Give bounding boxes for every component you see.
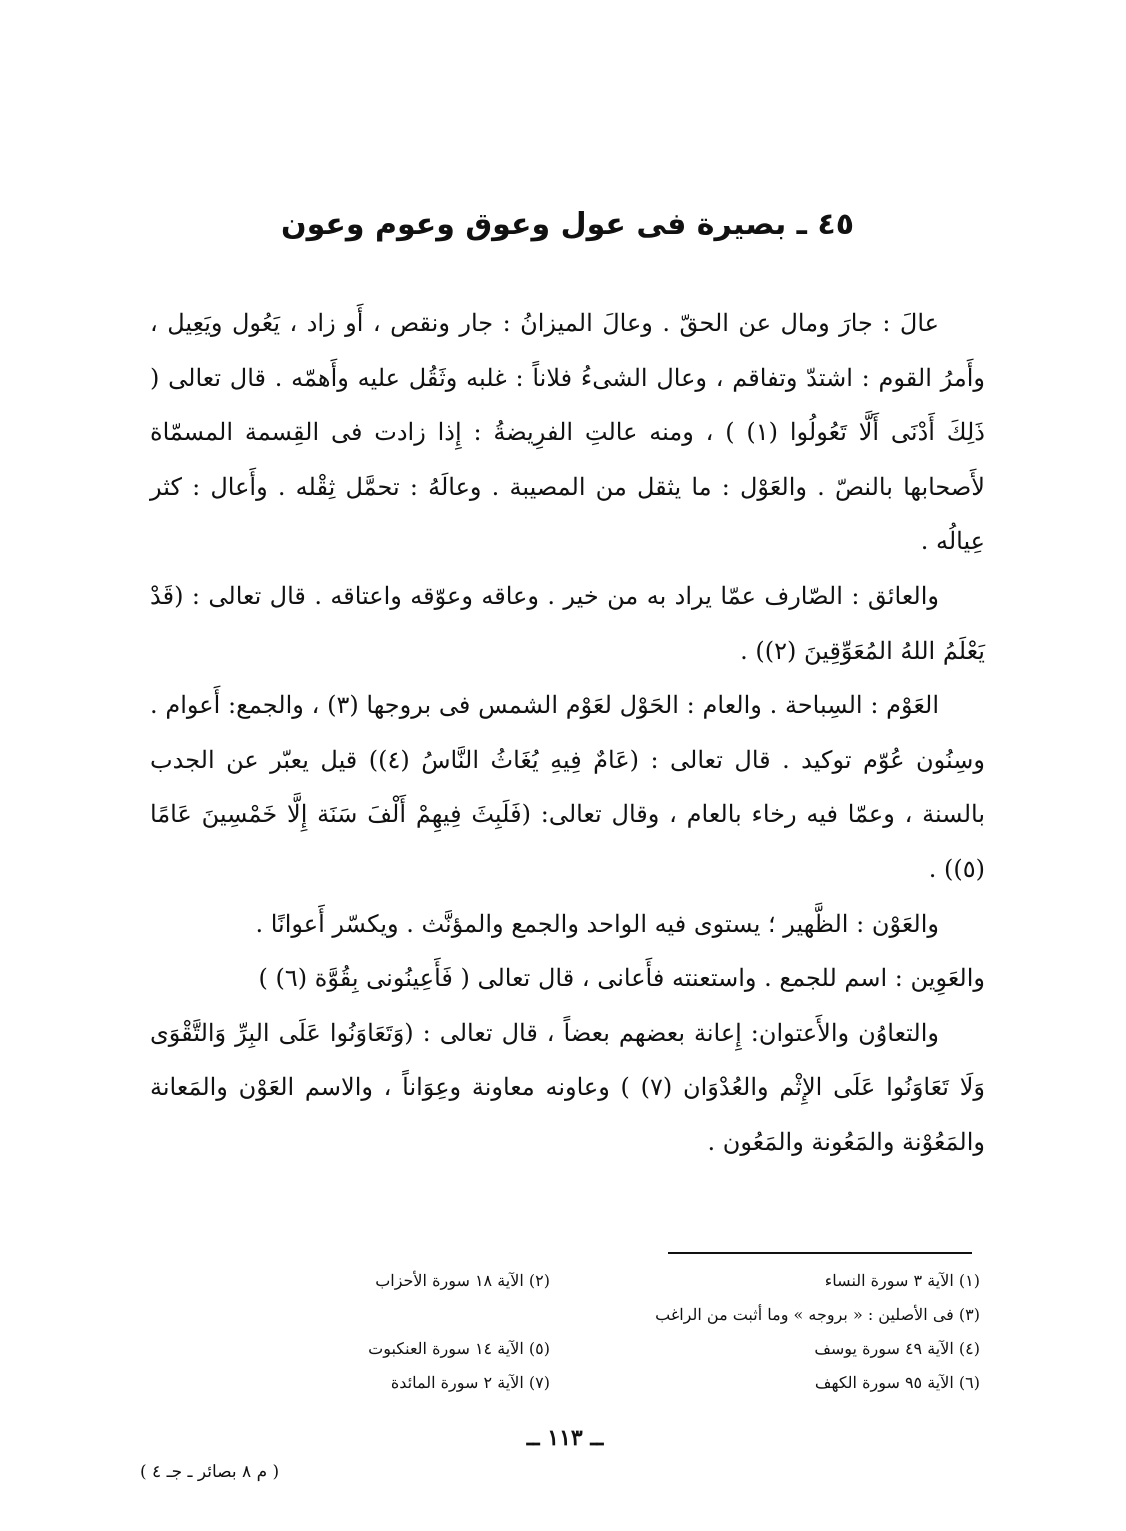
footnote-6: (٦) الآية ٩٥ سورة الكهف (814, 1373, 980, 1392)
chapter-title: ٤٥ ـ بصيرة فى عول وعوق وعوم وعون (280, 207, 855, 242)
footnote-2: (٢) الآية ١٨ سورة الأحزاب (375, 1271, 550, 1290)
footnote-row (270, 1366, 980, 1400)
footnote-row (270, 1332, 980, 1366)
footnote-row (270, 1298, 980, 1332)
footnote-row (270, 1264, 980, 1298)
footnote-4: (٤) الآية ٤٩ سورة يوسف (814, 1339, 980, 1358)
footnote-divider (668, 1252, 972, 1254)
paragraph-awl: عالَ : جارَ ومال عن الحقّ . وعالَ الميزانُ : جار ونقص ، أَو زاد ، يَعُول ويَعِيل ، وأَمرُ القوم : اشتدّ وتفاقم ، وعال الشىءُ فلاناً : غلبه وثَقُل عليه وأَهمّه . قال تعالى ( ذَلِكَ أَدْنَى أَلَّا تَعُولُوا (١) ) ، ومنه عالتِ الفرِيضةُ : إِذا زادت فى القِسمة المسمّاة لأَصحابها بالنصّ . والعَوْل : ما يثقل من المصيبة . وعالَهُ : تحمَّل ثِقْله . وأَعال : كثر عِيالُه . (150, 309, 985, 556)
footnote-1: (١) الآية ٣ سورة النساء (824, 1271, 980, 1290)
printer-signature: ( م ٨ بصائر ـ جـ ٤ ) (140, 1462, 280, 1482)
paragraph-awm: العَوْم : السِباحة . والعام : الحَوْل لعَوْم الشمس فى بروجها (٣) ، والجمع: أَعوام . وسِنُون عُوّم توكيد . قال تعالى : (عَامٌ فِيهِ يُغَاثُ النَّاسُ (٤)) قيل يعبّر عن الجدب بالسنة ، وعمّا فيه رخاء بالعام ، وقال تعالى: (فَلَبِثَ فِيهِمْ أَلْفَ سَنَة إِلَّا خَمْسِينَ عَامًا (٥)) . (150, 691, 985, 883)
paragraph-awq: والعائق : الصّارف عمّا يراد به من خير . وعاقه وعوّقه واعتاقه . قال تعالى : (قَدْ يَعْلَمُ اللهُ المُعَوِّقِينَ (٢)) . (150, 581, 985, 665)
footnote-3: (٣) فى الأصلين : « بروجه » وما أثبت من الراغب (655, 1305, 980, 1324)
footnote-7: (٧) الآية ٢ سورة المائدة (390, 1373, 550, 1392)
paragraph-awn: والعَوْن : الظَّهير ؛ يستوى فيه الواحد والجمع والمؤنَّث . ويكسّر أَعوانًا . (255, 909, 939, 938)
page-number: ــ ١١٣ ــ (526, 1425, 604, 1451)
footnote-5: (٥) الآية ١٤ سورة العنكبوت (368, 1339, 550, 1358)
body-text (150, 296, 985, 1170)
paragraph-awin: والعَوِين : اسم للجمع . واستعنته فأَعانى ، قال تعالى ( فَأَعِينُونى بِقُوَّة (٦) ) (258, 964, 985, 993)
paragraph-taawun: والتعاوُن والأَعتوان: إِعانة بعضهم بعضاً ، قال تعالى : (وَتَعَاوَنُوا عَلَى البِرِّ وَالتَّقْوَى وَلَا تَعَاوَنُوا عَلَى الإِثْم والعُدْوَان (٧) ) وعاونه معاونة وعِوَاناً ، والاسم العَوْن والمَعانة والمَعُوْنة والمَعُونة والمَعُون . (150, 1018, 985, 1156)
footnotes (270, 1264, 980, 1400)
